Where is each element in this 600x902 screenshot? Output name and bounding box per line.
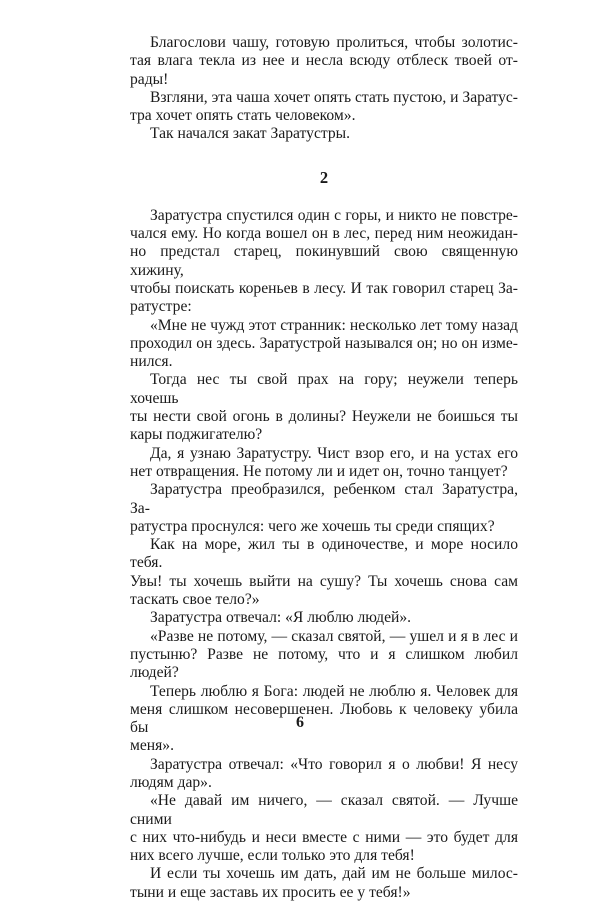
paragraph xyxy=(130,317,518,372)
paragraph xyxy=(130,371,518,444)
paragraph xyxy=(130,89,518,126)
text-line: них всего лучше, если только это для тебя! xyxy=(130,847,415,865)
page-number: 6 xyxy=(296,714,304,731)
text-line: Заратустра преобразился, ребенком стал Заратустра, За- xyxy=(130,481,518,517)
text-line: меня». xyxy=(130,737,175,755)
text-line: «Мне не чужд этот странник: несколько лет тому назад xyxy=(150,316,518,334)
text-line: с них что-нибудь и неси вместе с ними — это будет для xyxy=(130,828,518,846)
text-line: Да, я узнаю Заратустру. Чист взор его, и на устах его xyxy=(150,444,518,462)
text-line: Как на море, жил ты в одиночестве, и море носило тебя. xyxy=(130,536,518,572)
text-line: чтобы поискать кореньев в лесу. И так говорил старец За- xyxy=(130,279,518,297)
text-line: рады! xyxy=(130,70,169,88)
page-text xyxy=(130,34,518,902)
text-line: нился. xyxy=(130,353,173,371)
text-line: Увы! ты хочешь выйти на сушу? Ты хочешь снова сам xyxy=(130,572,518,590)
text-line: Заратустра отвечал: «Я люблю людей». xyxy=(150,609,412,627)
chapter-heading: 2 xyxy=(319,167,329,187)
text-line: Теперь люблю я Бога: людей не люблю я. Человек для xyxy=(150,682,518,700)
paragraph xyxy=(130,207,518,317)
paragraph xyxy=(130,34,518,89)
text-line: И если ты хочешь им дать, дай им не больше милос- xyxy=(150,865,518,883)
text-line: ратустра проснулся: чего же хочешь ты среди спящих? xyxy=(130,517,495,535)
paragraph xyxy=(130,756,518,793)
paragraph xyxy=(130,609,518,627)
text-line: кары поджигателю? xyxy=(130,426,263,444)
text-line: чался ему. Но когда вошел он в лес, перед ним неожидан- xyxy=(130,225,518,243)
text-line: Взгляни, эта чаша хочет опять стать пустою, и Заратус- xyxy=(150,88,518,106)
text-line: тыни и еще заставь их просить ее у тебя!» xyxy=(130,883,411,901)
paragraph xyxy=(130,792,518,865)
text-line: тра хочет опять стать человеком». xyxy=(130,107,356,125)
paragraph xyxy=(130,125,518,143)
top-paragraphs xyxy=(130,34,518,144)
text-line: пустыню? Разве не потому, что и я слишком любил людей? xyxy=(130,645,518,682)
text-line: Заратустра отвечал: «Что говорил я о любви! Я несу xyxy=(150,755,518,773)
text-line: «Разве не потому, — сказал святой, — ушел и я в лес и xyxy=(150,627,518,645)
text-line: Тогда нес ты свой прах на гору; неужели теперь хочешь xyxy=(130,371,518,407)
paragraph xyxy=(130,628,518,683)
text-line: проходил он здесь. Заратустрой назывался он; но он изме- xyxy=(130,334,518,352)
text-line: «Не давай им ничего, — сказал святой. — Лучше сними xyxy=(130,792,518,828)
text-line: ты нести свой огонь в долины? Неужели не боишься ты xyxy=(130,408,518,426)
paragraph xyxy=(130,445,518,482)
text-line: но предстал старец, покинувший свою священную хижину, xyxy=(130,243,518,279)
paragraph xyxy=(130,865,518,902)
text-line: таскать свое тело?» xyxy=(130,591,260,609)
text-line: Благослови чашу, готовую пролиться, чтобы золотис- xyxy=(150,34,518,51)
text-line: людям дар». xyxy=(130,773,212,791)
text-line: тая влага текла из нее и несла всюду отблеск твоей от- xyxy=(130,52,518,70)
paragraph xyxy=(130,536,518,609)
paragraph xyxy=(130,481,518,536)
main-paragraphs xyxy=(130,207,518,902)
text-line: ратустре: xyxy=(130,298,192,316)
text-line: Заратустра спустился один с горы, и никто не повстре- xyxy=(150,206,518,224)
text-line: нет отвращения. Не потому ли и идет он, точно танцует? xyxy=(130,462,508,480)
text-line: меня слишком несовершенен. Любовь к человеку убила бы xyxy=(130,700,518,737)
text-line: Так начался закат Заратустры. xyxy=(150,125,351,143)
